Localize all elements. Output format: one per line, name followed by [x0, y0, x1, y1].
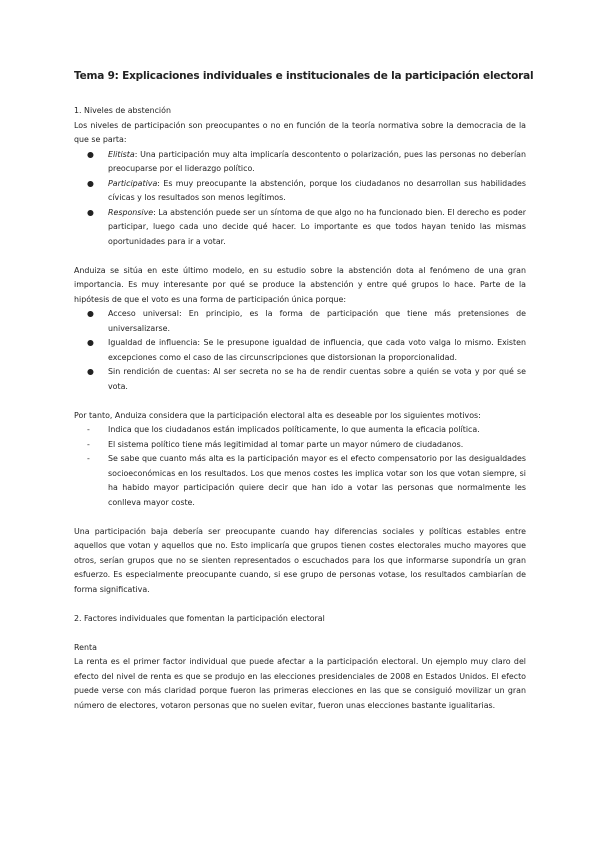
bullet-icon: ●: [87, 309, 94, 318]
list-item: - Se sabe que cuanto más alta es la participación mayor es el efecto compensatorio por las desigualdades socioeconómicas en los resultados. Los que menos costes les implica votar son los que votan siempre, si ha habido mayor participación quiere decir que han ido a votar las personas que normalmente les conlleva mayor coste.: [87, 454, 526, 507]
document-body: [74, 104, 526, 713]
page-title: Tema 9: Explicaciones individuales e institucionales de la participación electoral: [74, 70, 534, 82]
anduiza-paragraph: Anduiza se sitúa en este último modelo, en su estudio sobre la abstención dota al fenómeno de una gran importancia. Es muy interesante por qué se produce la abstención y entre qué grupos lo hace. Parte de la hipótesis de que el voto es una forma de participación única porque:: [74, 265, 526, 304]
bullet-icon: ●: [87, 338, 94, 347]
bullet-icon: ●: [87, 367, 94, 376]
motives-intro: Por tanto, Anduiza considera que la participación electoral alta es deseable por los siguientes motivos:: [74, 410, 481, 420]
bullet-icon: ●: [87, 178, 94, 188]
bullet-icon: ●: [87, 149, 94, 159]
list-item: ● Responsive: La abstención puede ser un síntoma de que algo no ha funcionado bien. El derecho es poder participar, luego cada uno decide qué hacer. Lo importante es que todos hayan tenido las mismas oportunidades para ir a votar.: [87, 207, 526, 246]
list-item: ● Sin rendición de cuentas: Al ser secreta no se ha de rendir cuentas sobre a quién se vota y por qué se vota.: [87, 367, 526, 391]
list-item: ● Acceso universal: En principio, es la forma de participación que tiene más pretensiones de universalizarse.: [87, 309, 526, 333]
renta-paragraph: La renta es el primer factor individual que puede afectar a la participación electoral. Un ejemplo muy claro del efecto del nivel de renta es que se produjo en las elecciones presidenciales de 2008 en Estados Unidos. El efecto puede verse con más claridad porque fueron las primeras elecciones en las que se consiguió movilizar un gran número de electores, votaron personas que no suelen evitar, fueron unas elecciones bastante igualitarias.: [74, 657, 526, 710]
bullet-icon: ●: [87, 207, 94, 217]
section-1-heading: 1. Niveles de abstención: [74, 106, 171, 115]
low-participation-paragraph: Una participación baja debería ser preocupante cuando hay diferencias sociales y políticas estables entre aquellos que votan y aquellos que no. Esto implicaría que grupos tienen costes electorales mucho mayores que otros, serían grupos que no se sienten representados o escuchados para los que informarse supondría un gran esfuerzo. Es especialmente preocupante cuando, si ese grupo de personas votase, los resultados cambiarían de forma significativa.: [74, 526, 526, 594]
dash-icon: -: [87, 439, 90, 449]
vote-reasons-list: [74, 307, 526, 394]
list-item: ● Elitista: Una participación muy alta implicaría descontento o polarización, pues las personas no deberían preocuparse por el liderazgo político.: [87, 149, 526, 173]
dash-icon: -: [87, 454, 90, 463]
list-item: ● Participativa: Es muy preocupante la abstención, porque los ciudadanos no desarrollan sus habilidades cívicas y los resultados son menos legítimos.: [87, 178, 526, 202]
section-2-heading: 2. Factores individuales que fomentan la participación electoral: [74, 613, 325, 623]
section-1-intro: Los niveles de participación son preocupantes o no en función de la teoría normativa sobre la democracia de la que se parta:: [74, 120, 526, 144]
list-item: - El sistema político tiene más legitimidad al tomar parte un mayor número de ciudadanos.: [74, 438, 526, 453]
dash-icon: -: [87, 425, 90, 434]
motives-list: [74, 423, 526, 510]
list-item: ● Igualdad de influencia: Se le presupone igualdad de influencia, que cada voto valga lo mismo. Existen excepciones como el caso de las circunscripciones que distorsionan la proporcionalidad.: [87, 338, 526, 362]
democracy-theories-list: [74, 148, 526, 250]
renta-subheading: Renta: [74, 642, 97, 652]
list-item: - Indica que los ciudadanos están implicados políticamente, lo que aumenta la eficacia política.: [74, 423, 526, 438]
